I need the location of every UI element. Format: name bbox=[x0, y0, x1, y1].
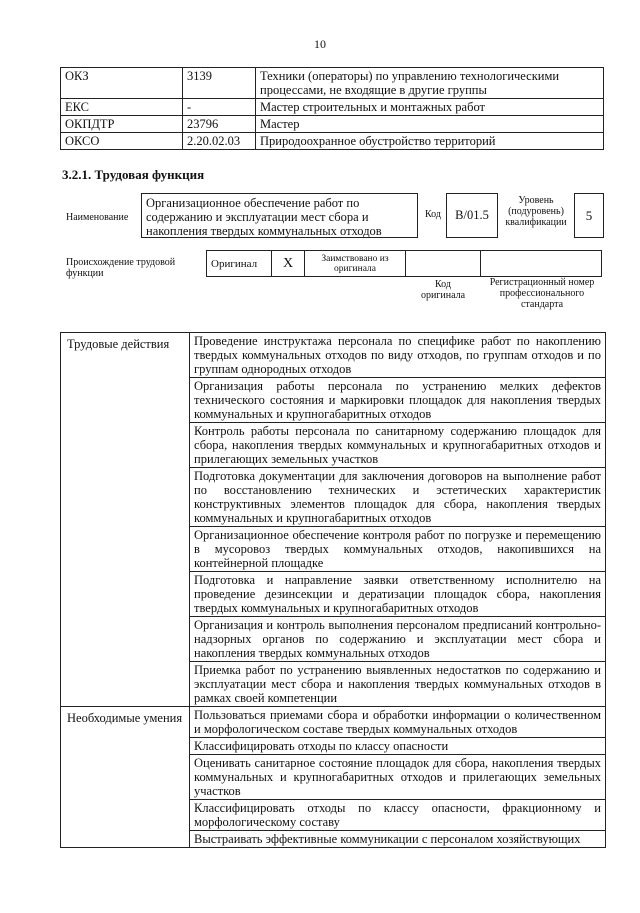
code-label: ОКПДТР bbox=[61, 116, 183, 133]
table-row bbox=[61, 707, 606, 738]
function-name: Организационное обеспечение работ по содержанию и эксплуатации мест сбора и накопления твердых коммунальных отходов bbox=[141, 193, 418, 238]
code-label: ЕКС bbox=[61, 99, 183, 116]
reg-number-label: Регистрационный номер профессионального стандарта bbox=[489, 277, 595, 310]
list-item: Приемка работ по устранению выявленных недостатков по содержанию и эксплуатации мест сбора и накопления твердых коммунальных отходов в рамках своей компетенции bbox=[190, 662, 606, 707]
function-code: В/01.5 bbox=[446, 193, 498, 238]
code-label: Код bbox=[425, 209, 441, 220]
code-description: Мастер строительных и монтажных работ bbox=[256, 99, 604, 116]
list-item: Подготовка и направление заявки ответственному исполнителю на проведение дезинсекции и дератизации площадок сбора, накопления твердых коммунальных и крупногабаритных отходов bbox=[190, 572, 606, 617]
name-label: Наименование bbox=[66, 212, 129, 223]
function-details-table bbox=[60, 332, 606, 848]
table-row bbox=[61, 99, 604, 116]
list-item: Пользоваться приемами сбора и обработки информации о количественном и морфологическом составе твердых коммунальных отходов bbox=[190, 707, 606, 738]
code-value: 23796 bbox=[183, 116, 256, 133]
table-row bbox=[61, 333, 606, 378]
classification-codes-table bbox=[60, 67, 604, 150]
skills-label: Необходимые умения bbox=[61, 707, 190, 848]
original-label: Оригинал bbox=[207, 251, 272, 277]
page-number: 10 bbox=[314, 37, 326, 51]
section-heading: 3.2.1. Трудовая функция bbox=[62, 167, 205, 182]
function-level: 5 bbox=[574, 193, 604, 238]
origin-table bbox=[206, 250, 602, 277]
list-item: Классифицировать отходы по классу опасности, фракционному и морфологическому составу bbox=[190, 800, 606, 831]
labor-actions-label: Трудовые действия bbox=[61, 333, 190, 707]
original-mark: X bbox=[272, 251, 305, 277]
list-item: Подготовка документации для заключения договоров на выполнение работ по восстановлению технических и эстетических характеристик конструктивных элементов площадок для сбора, накопления твердых коммунальных и крупногабаритных отходов bbox=[190, 468, 606, 527]
code-value: - bbox=[183, 99, 256, 116]
list-item: Контроль работы персонала по санитарному содержанию площадок для сбора, накопления твердых коммунальных и крупногабаритных отходов и прилегающих земельных участков bbox=[190, 423, 606, 468]
list-item: Выстраивать эффективные коммуникации с персоналом хозяйствующих bbox=[190, 831, 606, 848]
code-description: Мастер bbox=[256, 116, 604, 133]
table-row bbox=[61, 133, 604, 150]
code-value: 2.20.02.03 bbox=[183, 133, 256, 150]
table-row bbox=[61, 68, 604, 99]
origin-label: Происхождение трудовой функции bbox=[66, 257, 176, 279]
table-row bbox=[61, 116, 604, 133]
level-label: Уровень (подуровень) квалификации bbox=[505, 195, 567, 228]
code-description: Природоохранное обустройство территорий bbox=[256, 133, 604, 150]
list-item: Классифицировать отходы по классу опасности bbox=[190, 738, 606, 755]
list-item: Организация работы персонала по устранению мелких дефектов технического состояния и маркировки площадок для накопления твердых коммунальных и крупногабаритных отходов bbox=[190, 378, 606, 423]
code-original-label: Код оригинала bbox=[420, 279, 466, 301]
reg-number-cell bbox=[481, 251, 602, 277]
code-label: ОКСО bbox=[61, 133, 183, 150]
code-description: Техники (операторы) по управлению технологическими процессами, не входящие в другие группы bbox=[256, 68, 604, 99]
list-item: Организационное обеспечение контроля работ по погрузке и перемещению в мусоровоз твердых коммунальных отходов, накопившихся на контейнерной площадке bbox=[190, 527, 606, 572]
code-value: 3139 bbox=[183, 68, 256, 99]
list-item: Организация и контроль выполнения персоналом предписаний контрольно-надзорных органов по содержанию и эксплуатации мест сбора и накопления твердых коммунальных отходов bbox=[190, 617, 606, 662]
list-item: Оценивать санитарное состояние площадок для сбора, накопления твердых коммунальных и крупногабаритных отходов и прилегающих земельных участков bbox=[190, 755, 606, 800]
code-original-cell bbox=[406, 251, 481, 277]
list-item: Проведение инструктажа персонала по специфике работ по накоплению твердых коммунальных отходов по виду отходов, по группам отходов и по группам однородных отходов bbox=[190, 333, 606, 378]
borrowed-label: Заимствовано из оригинала bbox=[305, 251, 406, 277]
code-label: ОКЗ bbox=[61, 68, 183, 99]
table-row bbox=[207, 251, 602, 277]
